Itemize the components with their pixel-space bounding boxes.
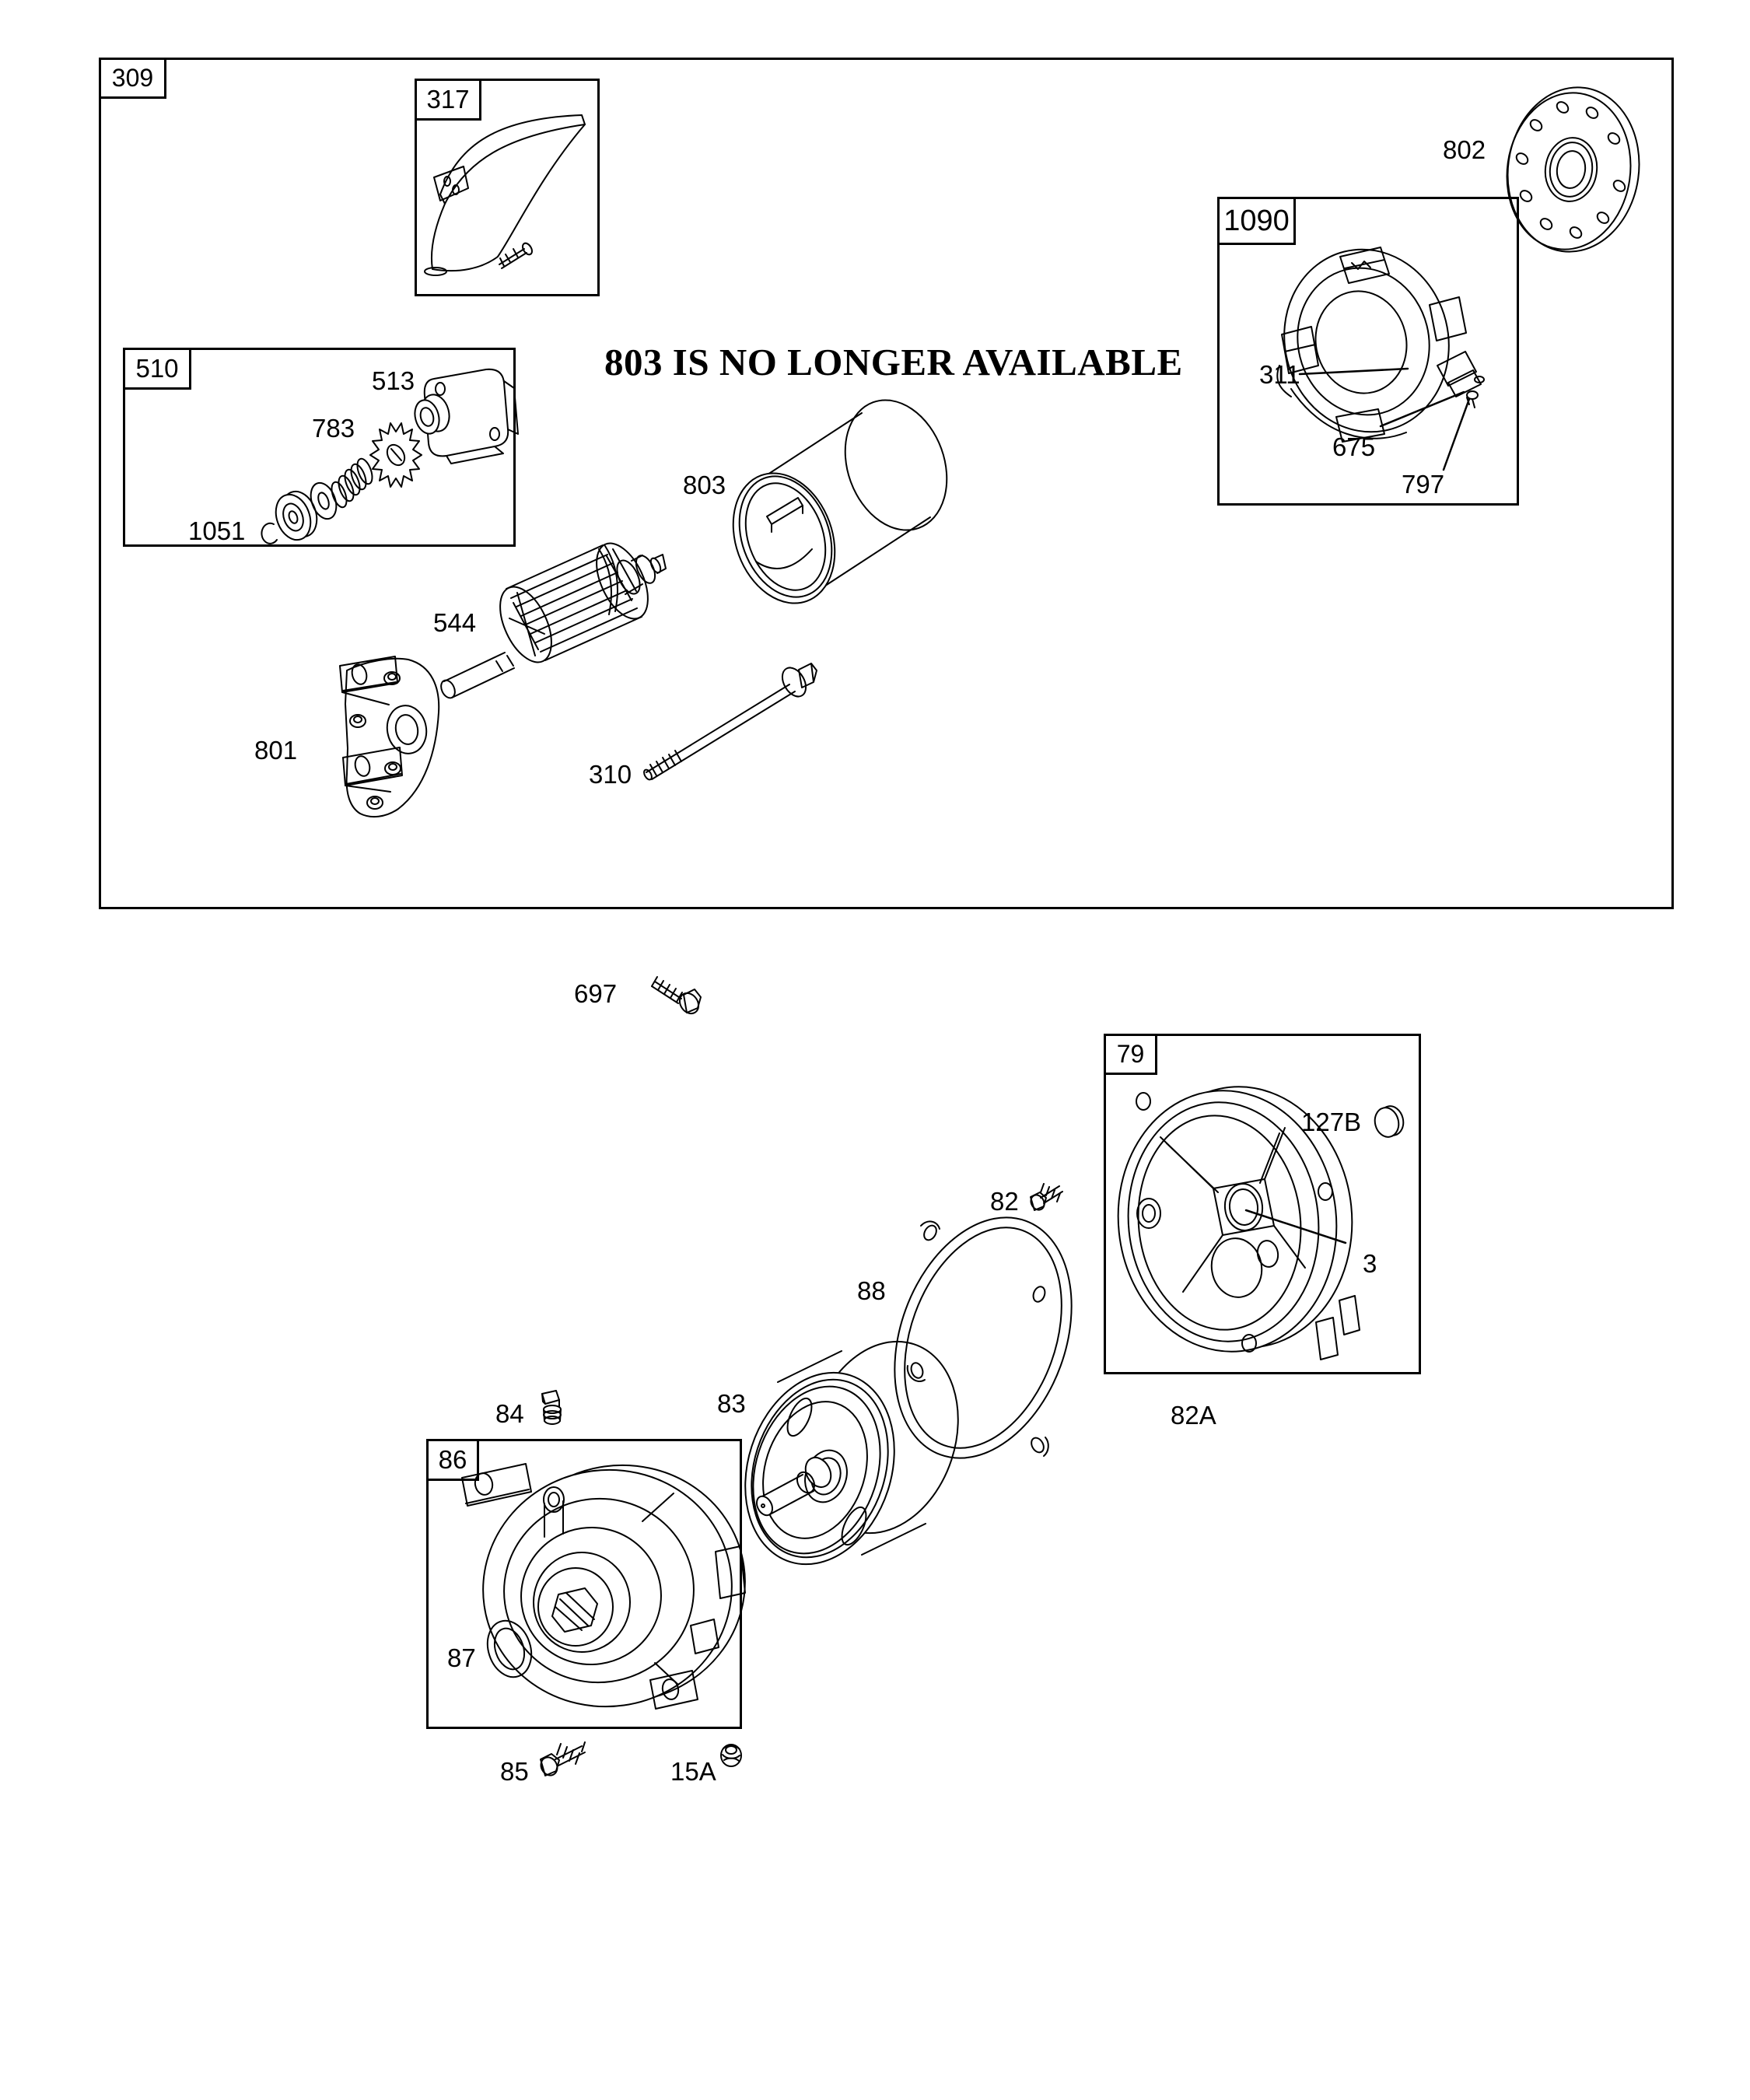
pinion-gear-icon <box>370 423 422 487</box>
drive-assembly-art <box>261 366 518 545</box>
group-box-label-1090: 1090 <box>1217 197 1296 245</box>
callout-697: 697 <box>574 979 618 1008</box>
callout-15A: 15A <box>670 1757 716 1786</box>
screw-82-art <box>1028 1184 1062 1213</box>
callout-127B: 127B <box>1301 1108 1362 1136</box>
starter-cover-art <box>425 115 585 275</box>
through-bolt-art <box>642 663 817 781</box>
callout-310: 310 <box>589 760 632 789</box>
callout-311: 311 <box>1259 360 1300 389</box>
clutch-housing-icon <box>411 369 518 464</box>
plug-84-art <box>542 1391 561 1424</box>
gear-cover-art <box>462 1449 761 1723</box>
callout-85: 85 <box>500 1757 529 1786</box>
group-box-label-510: 510 <box>123 348 191 390</box>
end-cap-disc-art <box>1497 79 1650 260</box>
shaft-icon <box>439 653 514 700</box>
drive-end-cap-art <box>340 656 439 817</box>
availability-notice: 803 IS NO LONGER AVAILABLE <box>604 341 1183 383</box>
callout-82A: 82A <box>1171 1401 1216 1430</box>
spring-icon <box>329 457 376 509</box>
callout-87: 87 <box>447 1643 476 1672</box>
group-box-label-309: 309 <box>99 58 166 99</box>
plug-127b-art <box>1372 1104 1406 1139</box>
callout-544: 544 <box>433 608 477 637</box>
callout-82: 82 <box>990 1187 1019 1216</box>
boss-icons <box>350 672 401 809</box>
brush-assembly-art <box>1265 232 1484 450</box>
screw-697-art <box>652 977 702 1017</box>
callout-783: 783 <box>312 414 355 443</box>
callout-797: 797 <box>1402 470 1445 499</box>
callout-83: 83 <box>717 1389 746 1418</box>
motor-housing-art <box>716 386 964 618</box>
callout-803: 803 <box>683 471 726 499</box>
gasket-art <box>863 1192 1104 1482</box>
callout-88: 88 <box>857 1276 886 1305</box>
group-box-label-317: 317 <box>415 79 481 121</box>
group-box-label-79: 79 <box>1104 1034 1157 1075</box>
retaining-ring-icon <box>261 523 277 544</box>
callout-84: 84 <box>495 1399 524 1428</box>
plug-15a-art <box>721 1745 741 1766</box>
callout-802: 802 <box>1443 135 1486 164</box>
callout-675: 675 <box>1332 432 1376 461</box>
callout-513: 513 <box>372 366 415 395</box>
callout-3: 3 <box>1363 1249 1377 1278</box>
screw-85-art <box>538 1742 585 1778</box>
callout-801: 801 <box>254 736 298 765</box>
group-box-label-86: 86 <box>426 1439 479 1481</box>
callout-1051: 1051 <box>188 516 246 545</box>
